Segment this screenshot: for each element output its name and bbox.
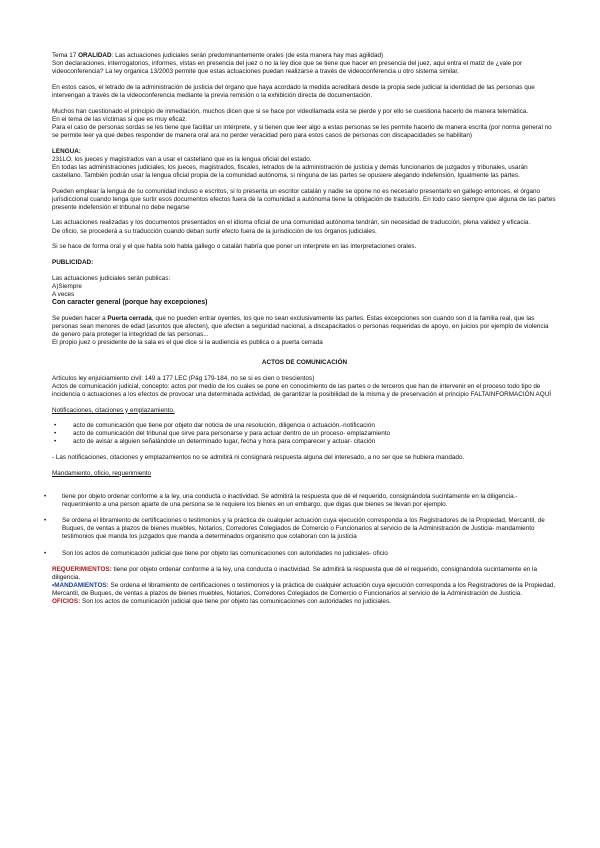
actos-articulos: Artículos ley enjuiciamiento civil: 149 a 177 LEC (Pág 179-184, no se si es cien o trescientos): [52, 374, 315, 382]
notificaciones-list: [52, 422, 557, 446]
publicidad-title: PUBLICIDAD:: [52, 258, 94, 266]
puerta-cerrada: Puerta cerrada: [107, 314, 152, 322]
lengua-title: LENGUA:: [52, 147, 81, 155]
document-page: [52, 52, 557, 606]
intro-heading: [52, 52, 557, 60]
lengua-paragraph-2: Pueden emplear la lengua de su comunidad incluso e escritos, si lo presenta un escritor catalán y nadie se opone no es necesario presentarlo en gallego entonces, el órgano jurisdiccional cuando tenga que surtir esos documentos efectos fuera de la comunidad a autónoma tiene la obligación de traducirlo. En todo caso siempre que alguna de las partes presente indefensión el tribunal no debe negarse: [52, 187, 556, 211]
mandamiento-list: [52, 493, 557, 558]
requerimientos-paragraph: [52, 566, 557, 582]
publicidad-line-4: Con caracter general (porque hay excepciones): [52, 298, 208, 306]
list-item: • acto de avisar a alguien señalándole un determinado lugar, fecha y hora para comparecer y actuar- citación: [52, 438, 557, 446]
publicidad-pre: Se pueden hacer a: [52, 314, 108, 322]
list-item: • acto de comunicación del tribunal que sirve para personarse y para actuar dentro de un proceso- emplazamiento: [52, 430, 557, 438]
mandamientos-label: •MANDAMIENTOS:: [52, 581, 109, 589]
publicidad-last: El propio juez o presidente de la sala es el que dice si la audiencia es publica o a puerta cerrada: [52, 338, 323, 346]
intro-paragraph-3a: Muchos han cuestionado el principio de inmediación, muchos dicen que si se hace por videollamada esta se pierde y por ello se cuestiona hacerlo de manera telemática.: [52, 107, 529, 115]
lengua-paragraph-4: Si se hace de forma oral y el que habla solo habla gallego o catalán habría que poner un interprete en las interpretaciones orales.: [52, 243, 417, 251]
notificaciones-note: - Las notificaciones, citaciones y emplazamientos no se admitirá ni consignará respuesta alguna del interesado, a no ser que se hubiera mandado.: [52, 454, 465, 462]
actos-title: ACTOS DE COMUNICACIÓN: [261, 358, 348, 366]
tema-label: Tema 17: [52, 52, 77, 59]
mandamientos-paragraph: [52, 582, 557, 598]
intro-paragraph-1: Son declaraciones, interrogatorios, informes, vistas en presencia del juez o no la ley dice que se tiene que hacer en presencia del juez, aqui entra el matiz de ¿vale por videoconferencia? La ley organica 13/2003 permite que estas actuaciones puedan realizarse a través de videoconferencia u otro sistema similar.: [52, 60, 523, 76]
mandamientos-text: Se ordena el libramiento de certificaciones o testimonios y la práctica de cualquier actuación cuya ejecución corresponda a los Registradores de la Propiedad, Mercantil, de Buques, de ventas a plazos de bienes muebles, Notarios, Corredores Colegiados de Comercio o Funcionarios al servicio de la Administración de Justicia.: [52, 581, 556, 597]
intro-paragraph-2: En estos casos, el letrado de la administración de justicia del órgano que haya acordado la medida acreditará desde la propia sede judicial la identidad de las personas que intervengan a través de la videoconferencia mediante la previa remisión o la exhibición directa de documentación.: [52, 83, 535, 99]
oficios-paragraph: [52, 598, 557, 606]
publicidad-paragraph: [52, 315, 557, 339]
publicidad-post: , que no pueden entrar oyentes, los que no sean exclusivamente las partes. Estas excepciones son cuando son d la familia real, que las personas sean menores de edad (asuntos que afecten), que afecten a seguridad nacional, a discapacitados o personas requeridas de apoyo, en juicios por ejemplo de violencia de genero para proteger la integridad de las personas...: [52, 314, 549, 338]
list-item: • acto de comunicación que tiene por objeto dar noticia de una resolución, diligencia o actuación.-notificación: [52, 422, 557, 430]
notificaciones-title: Notificaciones, citaciones y emplazamiento.: [52, 406, 175, 414]
list-item: • tiene por objeto ordenar conforme a la ley, una conducta o inactividad. Se admitirá la respuesta que dé el requerido, consignándola sucintamente en la diligencia.- requerimiento a una person aparte de una persona se le requiere los bienes en un embargo, que digas que bienes se llevan por ejemplo.: [52, 493, 557, 509]
publicidad-line-3: A veces: [52, 290, 75, 298]
oficios-label: OFICIOS:: [52, 598, 81, 605]
publicidad-line-1: Las actuaciones judiciales serán publicas:: [52, 274, 171, 282]
oficios-text: Son los actos de comunicación judicial que tiene por objeto las comunicaciones con autoridades no judiciales.: [80, 598, 391, 605]
requerimientos-label: REQUERIMIENTOS:: [52, 565, 112, 573]
publicidad-line-2: A)Siempre: [52, 282, 82, 290]
mandamiento-title: Mandamiento, oficio, requerimiento: [52, 469, 152, 477]
lengua-paragraph-3a: Las actuaciones realizadas y los documentos presentados en el idioma oficial de una comunidad autónoma tendrán, sin necesidad de traducción, plena validez y eficacia.: [52, 219, 531, 227]
list-item: • Son los actos de comunicación judicial que tiene por objeto las comunicaciones con autoridades no judiciales- oficio: [52, 550, 557, 558]
actos-concepto: Actos de comunicación judicial, concepto: actos por medio de los cuales se pone en conocimiento de las partes o de terceros que han de intervenir en el proceso todo tipo de incidencia o actuaciones a los efectos de provocar una determinada actividad, de garantizar la posibilidad de la misma y de preservación el principio FALTAINFORMACIÓN AQUÍ: [52, 382, 552, 398]
intro-paragraph-3c: Para el caso de personas sordas se les tiene que facilitar un intérprete, y si tienen que leer algo a estas personas se les permite hacerlo de manera escrita (por norma general no se permite leer ya que debes responder de manera oral ara no perder veracidad pero para estos casos de personas con discapacidades se habilitan): [52, 123, 552, 139]
lengua-line-2: En todas las administraciones judiciales, los jueces, magistrados, fiscales, letrados de la administración de justicia y demás funcionarios de juzgados y tribunales, usarán castellano. También podrán usar la lengua oficial propia de la comunidad autónoma, si ninguna de las partes se opusiere alegando indefensión, Igualmente las partes.: [52, 163, 528, 179]
lengua-line-1: 231LO, los jueces y magistrados van a usar el castellano que es la lengua oficial del estado.: [52, 155, 312, 163]
list-item: • Se ordena el libramiento de certificaciones o testimonios y la práctica de cualquier actuación cuya ejecución corresponda a los Registradores de la Propiedad, Mercantil, de Buques, de ventas a plazos de bienes muebles, Notarios, Corredores Colegiados de Comercio o Funcionarios al servicio de la Administración de Justicia- mandamiento testimonios que manda los juzgados que manda a determinados organismo que colaboran con la justicia: [52, 517, 557, 541]
oralidad-label: ORALIDAD: [78, 52, 112, 59]
lengua-paragraph-3b: De oficio, se procederá a su traducción cuando deban surtir efecto fuera de la jurisdicción de los órganos judiciales.: [52, 227, 377, 235]
oralidad-text: : Las actuaciones judiciales serán predominantemente orales (de esta manera hay mas agilidad): [111, 52, 384, 59]
intro-paragraph-3b: En el tema de las víctimas si que es muy eficaz.: [52, 115, 188, 123]
requerimientos-text: tiene por objeto ordenar conforme a la ley, una conducta o inactividad. Se admitirá la respuesta que dé el requerido, consignándola sucintamente en la diligencia.: [52, 565, 537, 581]
